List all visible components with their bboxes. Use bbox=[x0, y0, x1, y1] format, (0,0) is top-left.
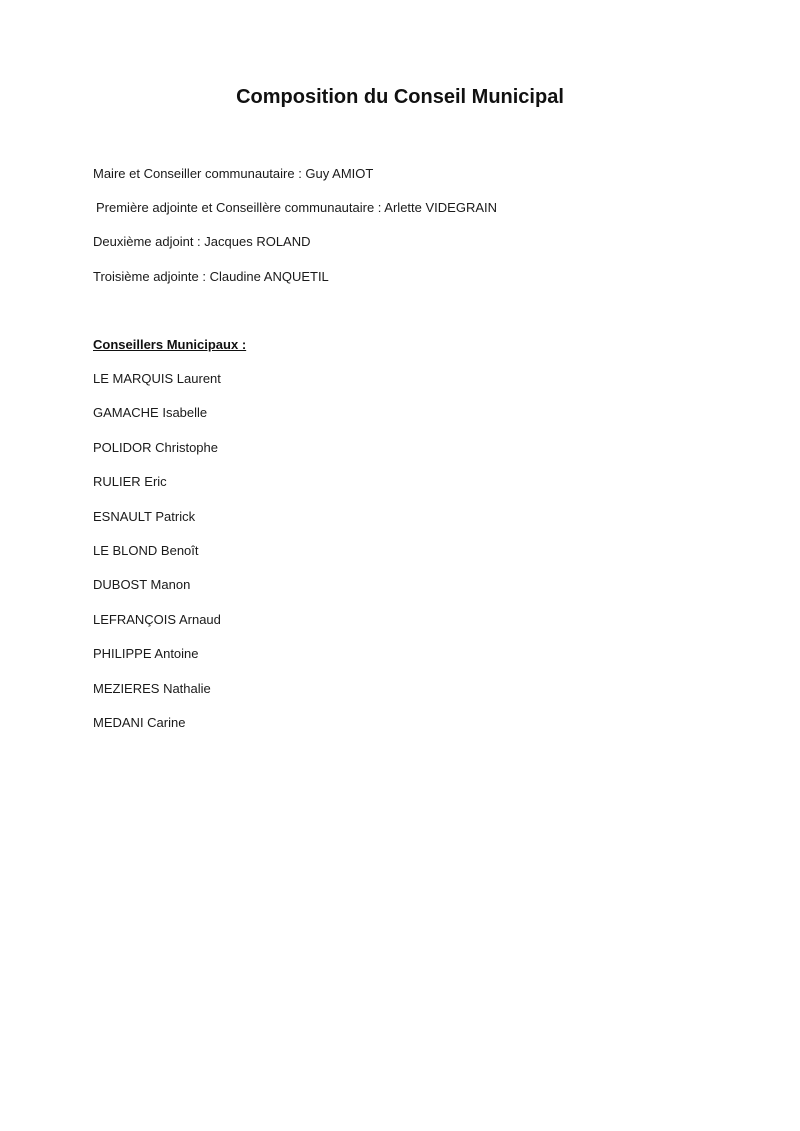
officer-second-deputy: Deuxième adjoint : Jacques ROLAND bbox=[93, 234, 311, 249]
council-member: MEDANI Carine bbox=[93, 714, 186, 730]
officer-third-deputy: Troisième adjointe : Claudine ANQUETIL bbox=[93, 269, 329, 284]
council-member: DUBOST Manon bbox=[93, 577, 191, 593]
council-member: MEZIERES Nathalie bbox=[93, 680, 211, 696]
officer-mayor: Maire et Conseiller communautaire : Guy AMIOT bbox=[93, 166, 374, 181]
council-members-heading: Conseillers Municipaux : bbox=[93, 337, 247, 352]
council-member: ESNAULT Patrick bbox=[93, 508, 196, 524]
officer-first-deputy: Première adjointe et Conseillère communautaire : Arlette VIDEGRAIN bbox=[96, 200, 498, 215]
council-member: PHILIPPE Antoine bbox=[93, 646, 199, 662]
council-member: LEFRANÇOIS Arnaud bbox=[93, 611, 221, 627]
council-member: POLIDOR Christophe bbox=[93, 439, 218, 455]
council-members-list bbox=[93, 371, 221, 749]
council-member: LE BLOND Benoît bbox=[93, 542, 199, 558]
document-title: Composition du Conseil Municipal bbox=[236, 86, 564, 108]
council-member: LE MARQUIS Laurent bbox=[93, 371, 221, 386]
council-member: GAMACHE Isabelle bbox=[93, 405, 208, 421]
council-member: RULIER Eric bbox=[93, 474, 167, 490]
